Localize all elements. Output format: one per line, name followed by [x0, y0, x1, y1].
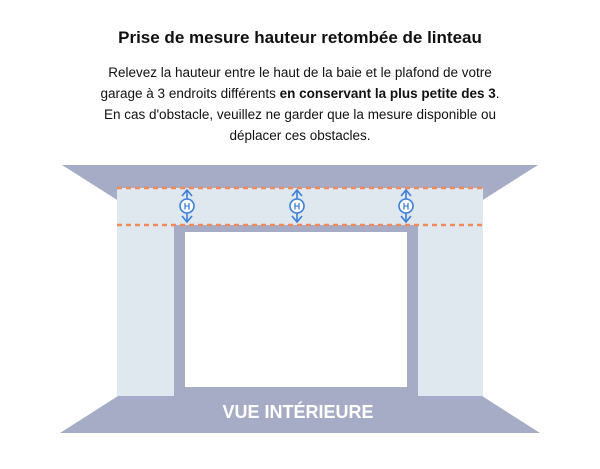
instructions-line-2-end: .	[495, 86, 500, 101]
instructions-emphasis: en conservant la plus petite des 3	[279, 86, 496, 101]
instructions-line-1: Relevez la hauteur entre le haut de la baie et le plafond de votre	[108, 65, 492, 80]
marker-h-right: H	[402, 201, 410, 212]
page-title: Prise de mesure hauteur retombée de linteau	[118, 28, 482, 47]
height-marker-right	[399, 190, 413, 222]
door-opening	[185, 232, 407, 387]
instructions-line-4: déplacer ces obstacles.	[229, 128, 371, 143]
instructions-line-3: En cas d'obstacle, veuillez ne garder que la mesure disponible ou	[103, 107, 497, 122]
view-label: VUE INTÉRIEURE	[222, 402, 374, 422]
marker-h-left: H	[183, 201, 191, 212]
height-marker-left	[180, 190, 194, 222]
marker-h-center: H	[293, 201, 301, 212]
instructions-line-2-start: garage à 3 endroits différents	[100, 86, 280, 101]
height-marker-center	[290, 190, 304, 222]
